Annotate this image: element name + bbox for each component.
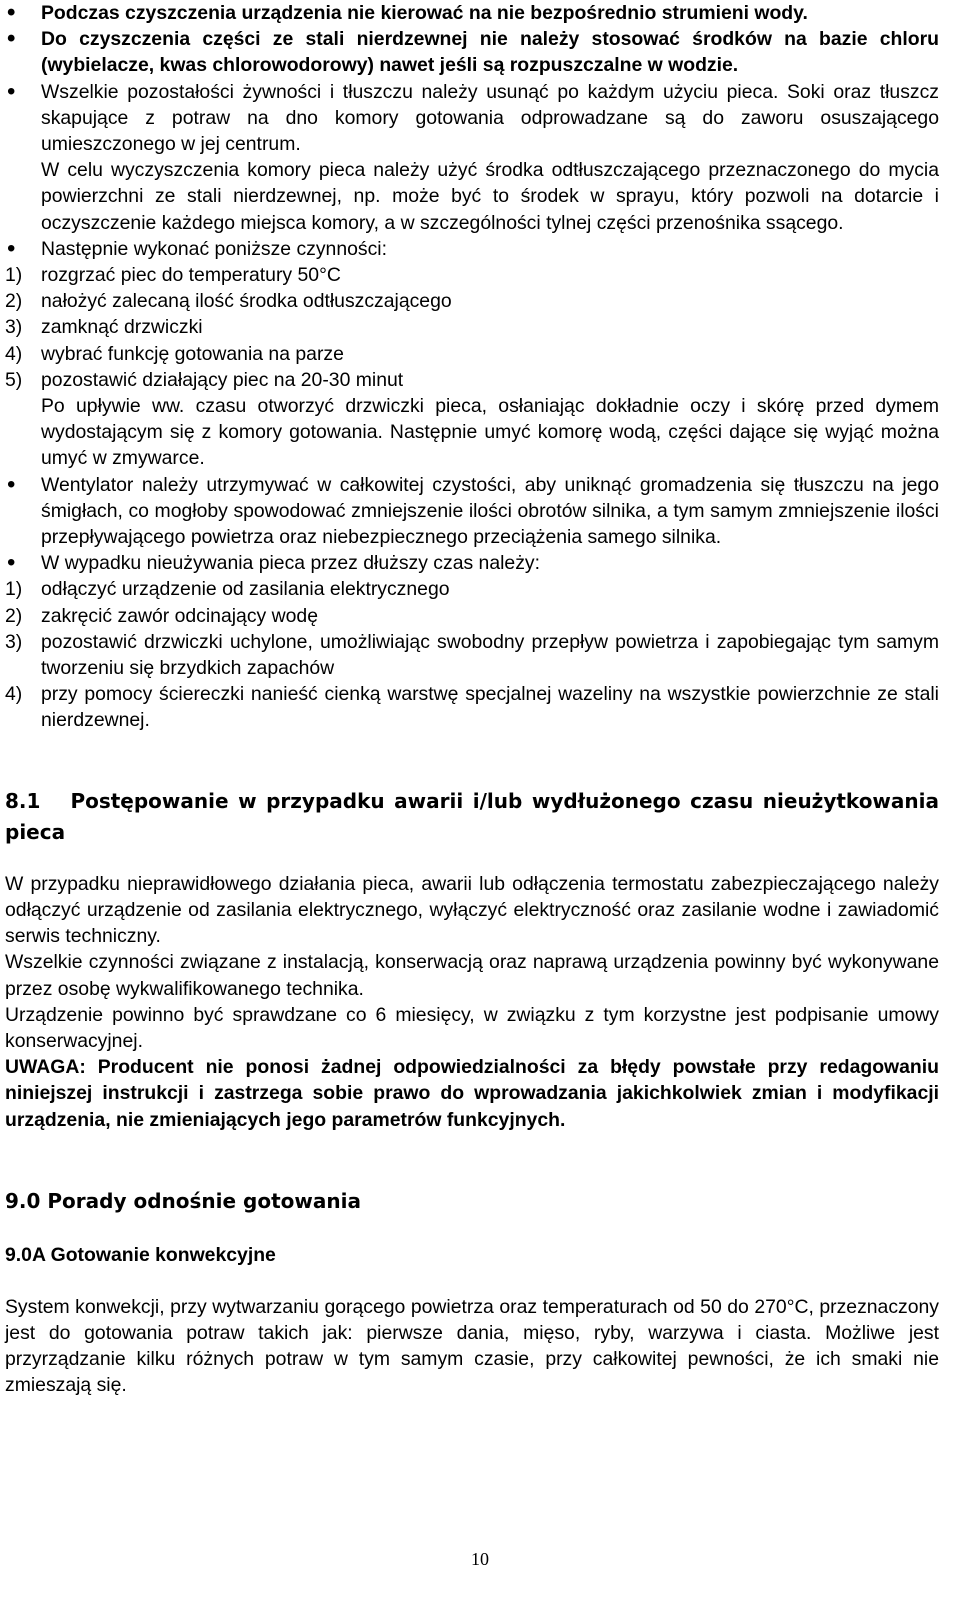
- bullet-food-residue: • Wszelkie pozostałości żywności i tłuszczu należy usunąć po każdym użyciu pieca. Soki oraz tłuszcz skapujące z potraw na dno komory gotowania odprowadzane są do zaworu osuszającego umieszczonego w jej centrum.: [5, 79, 939, 158]
- unused-step-item: [5, 629, 939, 681]
- step-number: 1): [5, 578, 23, 601]
- paragraph-maintenance-interval: Urządzenie powinno być sprawdzane co 6 miesięcy, w związku z tym korzystne jest podpisanie umowy konserwacyjnej.: [5, 1003, 939, 1052]
- bullet-unused-intro: • W wypadku nieużywania pieca przez dłuższy czas należy:: [5, 550, 939, 576]
- unused-step-item: [5, 576, 939, 602]
- step-number: 4): [5, 342, 23, 365]
- bullet-fan: • Wentylator należy utrzymywać w całkowitej czystości, aby uniknąć gromadzenia się tłuszczu na jego śmigłach, co mogłoby spowodować zmniejszenie ilości obrotów silnika, a tym samym zmniejszenie ilości przepływającego powietrza oraz niebezpiecznego przeciążenia samego silnika.: [5, 472, 939, 551]
- step-text: zakręcić zawór odcinający wodę: [41, 604, 318, 627]
- section-heading-9-0A: 9.0A Gotowanie konwekcyjne: [5, 1243, 276, 1266]
- step-item: [5, 341, 939, 367]
- step-number: 2): [5, 604, 23, 627]
- step-text: pozostawić działający piec na 20-30 minut: [41, 368, 404, 391]
- step-number: 2): [5, 290, 23, 313]
- degreaser-instructions: W celu wyczyszczenia komory pieca należy użyć środka odtłuszczającego przeznaczonego do mycia powierzchni ze stali nierdzewnej, np. może być to środek w sprayu, który pozwoli na dotarcie i oczyszczenie każdego miejsca komory, a w szczególności tylnej części przenośnika ssącego.: [41, 159, 939, 234]
- bullet-cleaning-water: • Podczas czyszczenia urządzenia nie kierować na nie bezpośrednio strumieni wody.: [5, 0, 939, 26]
- paragraph-convection: System konwekcji, przy wytwarzaniu gorącego powietrza oraz temperaturach od 50 do 270°C, przeznaczony jest do gotowania potraw takich jak: pierwsze dania, mięso, ryby, warzywa i ciasta. Możliwe jest przyrządzanie kilku różnych potraw w tym samym czasie, przy całkowitej pewności, że ich smaki nie zmieszają się.: [5, 1295, 939, 1397]
- step-text: pozostawić drzwiczki uchylone, umożliwiając swobodny przepływ powietrza i zapobiegając tym samym tworzeniu się brzydkich zapachów: [41, 630, 939, 680]
- page-number: 10: [471, 1549, 489, 1569]
- step-text: przy pomocy ściereczki nanieść cienką warstwę specjalnej wazeliny na wszystkie powierzchnie ze stali nierdzewnej.: [41, 683, 939, 732]
- step-text: odłączyć urządzenie od zasilania elektrycznego: [41, 578, 450, 601]
- step-text: rozgrzać piec do temperatury 50°C: [41, 264, 341, 287]
- step-item: [5, 367, 939, 393]
- step-item: [5, 314, 939, 340]
- step-item: [5, 288, 939, 314]
- step-text: wybrać funkcję gotowania na parze: [41, 342, 344, 365]
- section-heading-9-0: 9.0 Porady odnośnie gotowania: [5, 1188, 361, 1213]
- bullet-chlorine-warning: • Do czyszczenia części ze stali nierdzewnej nie należy stosować środków na bazie chloru (wybielacze, kwas chlorowodorowy) nawet jeśli są rozpuszczalne w wodzie.: [5, 26, 939, 78]
- warning-paragraph: UWAGA: Producent nie ponosi żadnej odpowiedzialności za błędy powstałe przy redagowaniu niniejszej instrukcji i zastrzega sobie prawo do wprowadzania jakichkolwiek zmian i modyfikacji urządzenia, nie zmieniających jego parametrów funkcyjnych.: [5, 1056, 939, 1131]
- step-number: 4): [5, 683, 23, 706]
- step-item: [5, 262, 939, 288]
- step-number: 5): [5, 368, 23, 391]
- step-number: 1): [5, 264, 23, 287]
- step-text: zamknąć drzwiczki: [41, 316, 203, 339]
- step-number: 3): [5, 316, 23, 339]
- document-page: [5, 0, 939, 1399]
- after-steps-paragraph: Po upływie ww. czasu otworzyć drzwiczki pieca, osłaniając dokładnie oczy i skórę przed dymem wydostającym się z komory gotowania. Następnie umyć komorę wodą, części dające się wyjąć można umyć w zmywarce.: [41, 395, 939, 470]
- section-title: Postępowanie w przypadku awarii i/lub wydłużonego czasu nieużytkowania pieca: [5, 788, 939, 844]
- step-number: 3): [5, 630, 23, 653]
- unused-step-item: [5, 681, 939, 733]
- unused-step-item: [5, 603, 939, 629]
- paragraph-qualified-technician: Wszelkie czynności związane z instalacją, konserwacją oraz naprawą urządzenia powinny być wykonywane przez osobę wykwalifikowanego technika.: [5, 951, 939, 1000]
- section-number: 8.1: [5, 788, 41, 813]
- paragraph-malfunction: W przypadku nieprawidłowego działania pieca, awarii lub odłączenia termostatu zabezpieczającego należy odłączyć urządzenie od zasilania elektrycznego, wyłączyć elektryczność oraz zasilanie wodne i zawiadomić serwis techniczny.: [5, 872, 939, 948]
- step-text: nałożyć zalecaną ilość środka odtłuszczającego: [41, 290, 452, 313]
- section-heading-8-1: [5, 786, 939, 848]
- bullet-steps-intro: • Następnie wykonać poniższe czynności:: [5, 236, 939, 262]
